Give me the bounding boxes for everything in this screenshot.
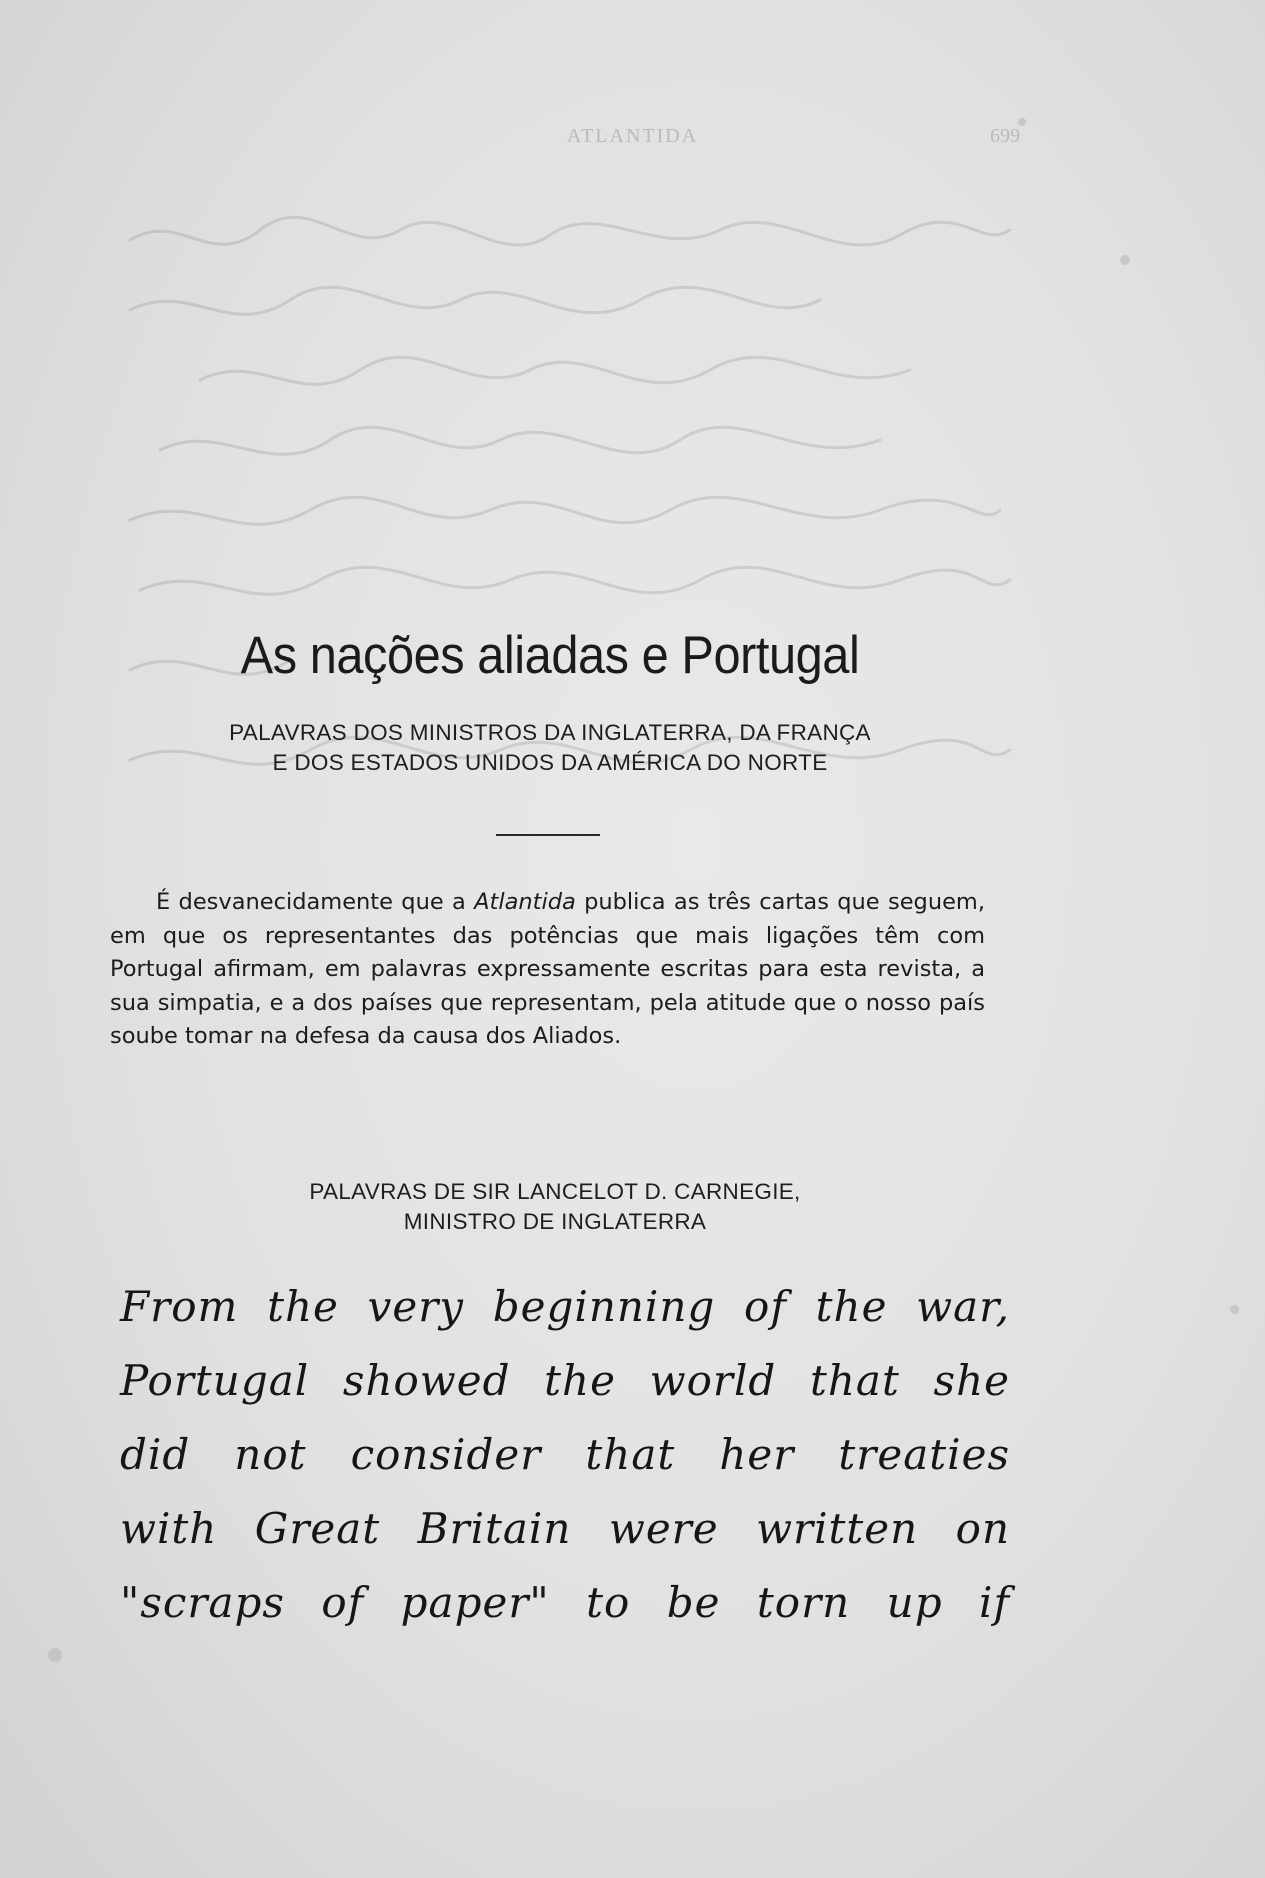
paper-speck bbox=[1018, 118, 1026, 126]
handwritten-line: "scraps of paper" to be torn up if bbox=[120, 1578, 1010, 1627]
intro-paragraph bbox=[110, 886, 985, 1054]
handwritten-line: did not consider that her treaties bbox=[120, 1430, 1010, 1479]
page-number: 699 bbox=[990, 125, 1020, 147]
subtitle-line: PALAVRAS DOS MINISTROS DA INGLATERRA, DA FRANÇA bbox=[229, 720, 871, 745]
article-title: As nações aliadas e Portugal bbox=[240, 626, 860, 685]
paper-speck bbox=[1230, 1305, 1239, 1314]
magazine-name: Atlantida bbox=[474, 889, 576, 915]
paper-speck bbox=[1120, 255, 1130, 265]
running-head: ATLANTIDA bbox=[566, 125, 699, 147]
section-heading-line: MINISTRO DE INGLATERRA bbox=[403, 1209, 707, 1234]
handwritten-letter bbox=[120, 1270, 1010, 1640]
intro-text-start: É desvanecidamente que a bbox=[156, 889, 475, 915]
handwritten-line: with Great Britain were written on bbox=[120, 1504, 1010, 1553]
intro-text-rest: publica as três cartas que seguem, em que os representantes das potências que mais ligações têm com Portugal afirmam, em palavras expressamente escritas para esta revista, a sua simpatia, e a dos países que representam, pela atitude que o nosso país soube tomar na defesa da causa dos Aliados. bbox=[110, 889, 985, 1049]
handwritten-line: From the very beginning of the war, bbox=[120, 1282, 1010, 1331]
handwritten-line: Portugal showed the world that she bbox=[120, 1356, 1010, 1405]
paper-speck bbox=[48, 1648, 62, 1662]
section-heading-line: PALAVRAS DE SIR LANCELOT D. CARNEGIE, bbox=[309, 1179, 801, 1204]
article-subtitle bbox=[100, 718, 1000, 778]
section-heading bbox=[150, 1177, 960, 1237]
subtitle-line: E DOS ESTADOS UNIDOS DA AMÉRICA DO NORTE bbox=[272, 750, 828, 775]
separator-rule bbox=[496, 834, 600, 836]
